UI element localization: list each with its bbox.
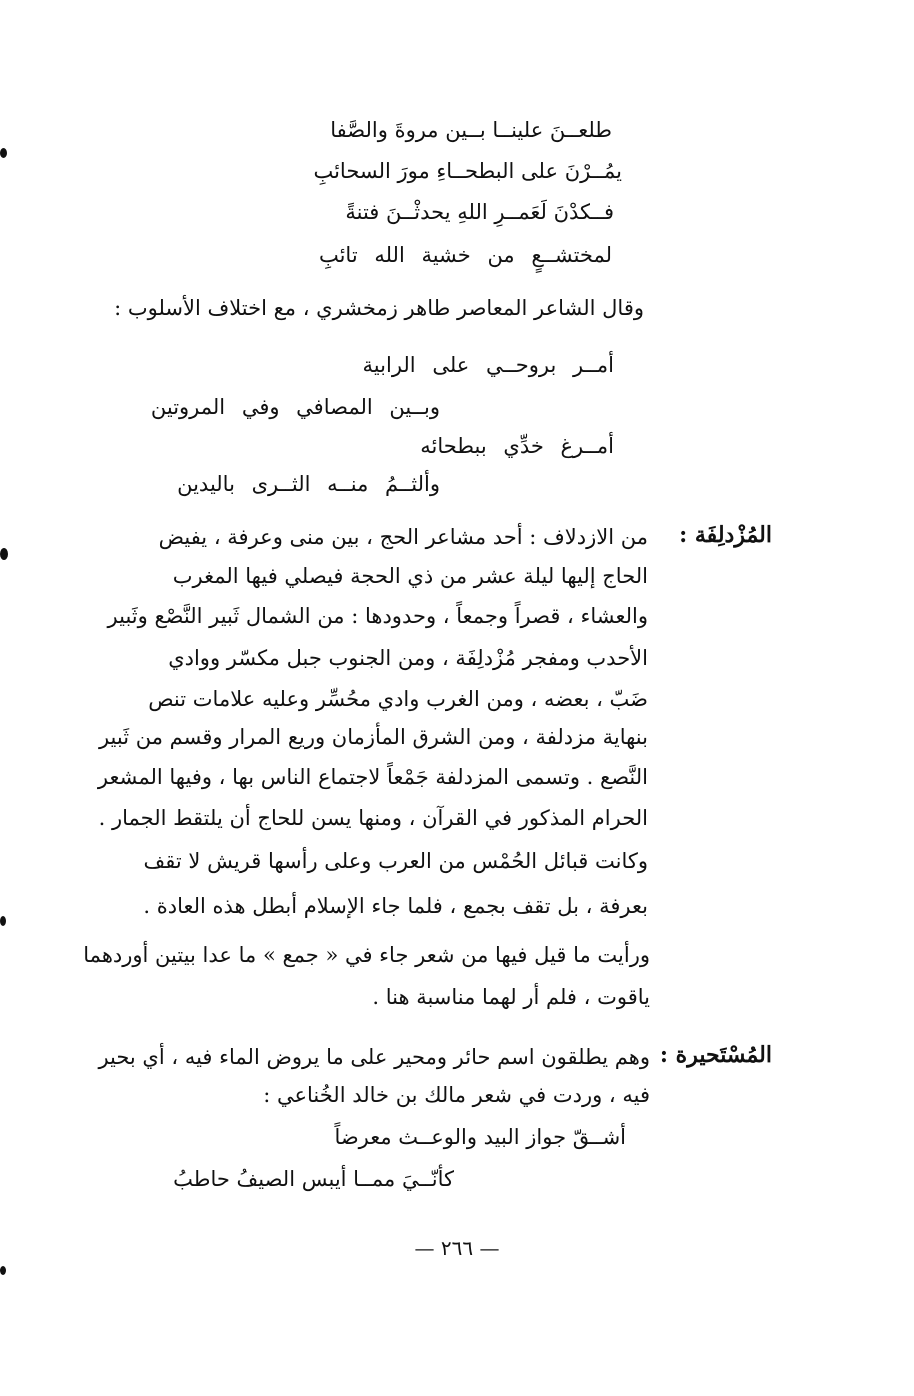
scan-mark-4: [0, 1266, 6, 1275]
entry1-line-10: بعرفة ، بل تقف بجمع ، فلما جاء الإسلام أبطل هذه العادة .: [143, 894, 648, 918]
entry1-line-2: الحاج إليها ليلة عشر من ذي الحجة فيصلي فيها المغرب: [172, 564, 648, 588]
poem1-line-2: يمُــرْنَ على البطحــاءِ مورَ السحائبِ: [313, 159, 622, 183]
scan-mark-2: [0, 548, 8, 560]
scan-mark-3: [0, 916, 6, 926]
entry1-line-1: من الازدلاف : أحد مشاعر الحج ، بين منى وعرفة ، يفيض: [158, 525, 648, 549]
entry2-verse-line-2: كأنّــيَ ممــا أيبس الصيفُ حاطبُ: [173, 1167, 454, 1191]
poem2-line-1: أمــر بروحــي على الرابية: [362, 353, 614, 377]
poem2-line-3: أمــرغ خدِّي ببطحائه: [420, 434, 614, 458]
entry1-note-line-1: ورأيت ما قيل فيها من شعر جاء في « جمع » ما عدا بيتين أوردهما: [83, 943, 650, 967]
entry2-verse-line-1: أشــقّ جواز البيد والوعــث معرضاً: [334, 1125, 626, 1149]
entry-term-mustahira: المُسْتَحيرة :: [659, 1042, 772, 1068]
poem1-line-4: لمختشــعٍ من خشية الله تائبِ: [318, 243, 612, 267]
entry-term-muzdalifa: المُزْدلِفَة :: [679, 522, 772, 548]
entry2-line-2: فيه ، وردت في شعر مالك بن خالد الخُناعي :: [263, 1083, 650, 1107]
entry1-line-8: الحرام المذكور في القرآن ، ومنها يسن للحاج أن يلتقط الجمار .: [98, 806, 648, 830]
entry2-line-1: وهم يطلقون اسم حائر ومحير على ما يروض الماء فيه ، أي بحير: [98, 1045, 650, 1069]
entry1-line-4: الأحدب ومفجر مُزْدلِفَة ، ومن الجنوب جبل مكسّر ووادي: [168, 646, 648, 670]
intro-text: وقال الشاعر المعاصر طاهر زمخشري ، مع اختلاف الأسلوب :: [114, 296, 644, 320]
entry1-line-3: والعشاء ، قصراً وجمعاً ، وحدودها : من الشمال ثَبير النَّصْع وثَبير: [107, 604, 648, 628]
entry1-line-5: ضَبّ ، بعضه ، ومن الغرب وادي محُسِّر وعليه علامات تنص: [148, 687, 648, 711]
page-number: — ٢٦٦ —: [414, 1236, 500, 1260]
entry1-line-6: بنهاية مزدلفة ، ومن الشرق المأزمان وريع المرار وقسم من ثَبير: [98, 725, 648, 749]
poem1-line-1: طلعــنَ علينــا بــين مروةَ والصَّفا: [330, 118, 612, 142]
entry1-note-line-2: ياقوت ، فلم أر لهما مناسبة هنا .: [372, 985, 650, 1009]
poem2-line-4: وألثــمُ منــه الثــرى باليدين: [177, 472, 440, 496]
poem1-line-3: فــكدْنَ لَعَمــرِ اللهِ يحدثْــنَ فتنةً: [345, 200, 614, 224]
entry1-line-7: النَّصع . وتسمى المزدلفة جَمْعاً لاجتماع الناس بها ، وفيها المشعر: [97, 765, 648, 789]
scan-mark-1: [0, 148, 7, 158]
entry1-line-9: وكانت قبائل الحُمْس من العرب وعلى رأسها قريش لا تقف: [143, 849, 648, 873]
poem2-line-2: وبــين المصافي وفي المروتين: [150, 395, 440, 419]
